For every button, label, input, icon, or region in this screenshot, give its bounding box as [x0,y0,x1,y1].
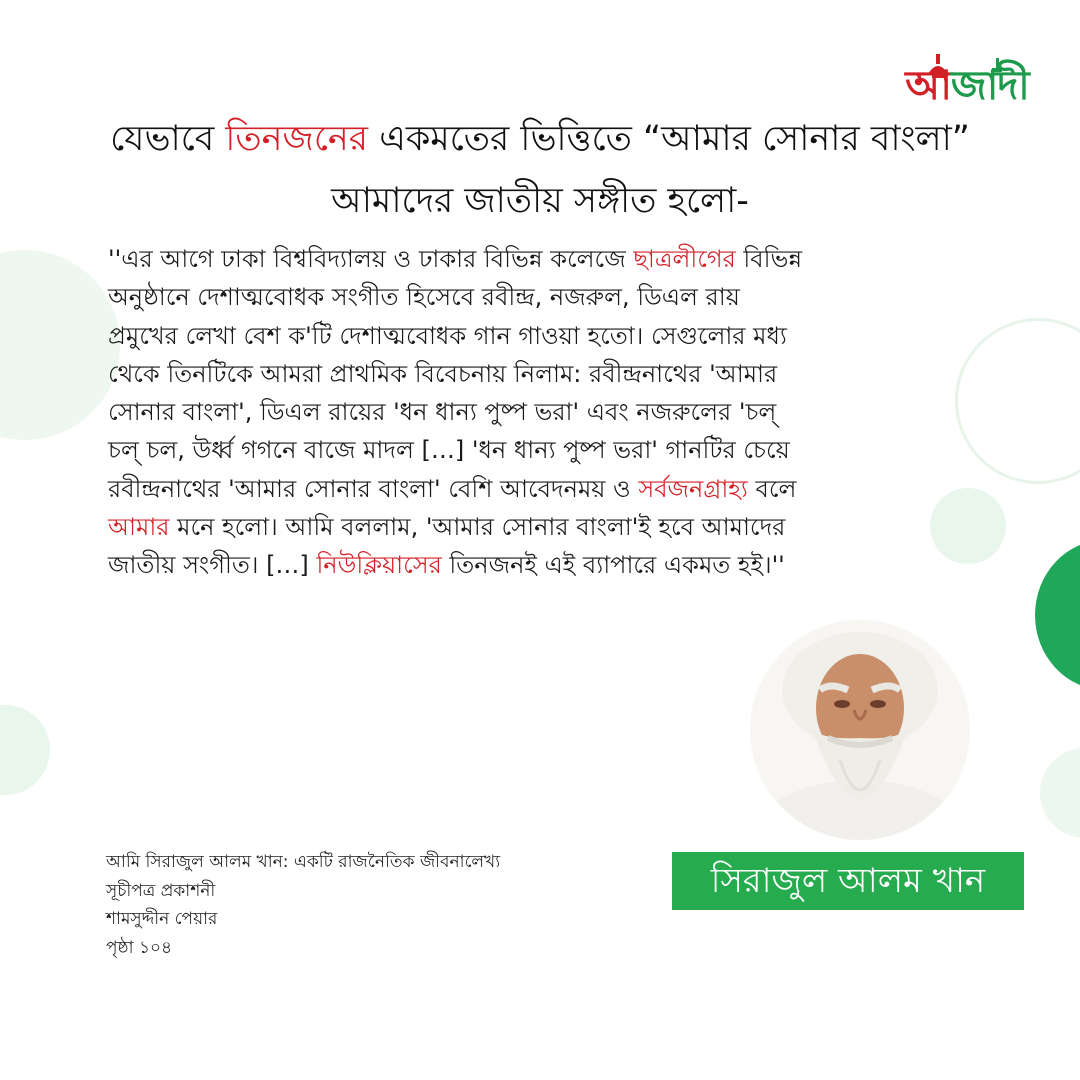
decor-circle-right-small [930,488,1006,564]
quote-highlight-3: আমার [108,513,170,542]
decor-circle-bottom-left [0,705,50,795]
source-author: শামসুদ্দীন পেয়ার [106,909,218,929]
quote-text-2: বিভিন্ন অনুষ্ঠানে দেশাত্মবোধক সংগীত হিসেবে রবীন্দ্র, নজরুল, ডিএল রায় প্রমুখের লেখা বেশ ক'টি দেশাত্মবোধক গান গাওয়া হতো। সেগুলোর মধ্য থেকে তিনটিকে আমরা প্রাথমিক বিবেচনায় নিলাম: রবীন্দ্রনাথের 'আমার সোনার বাংলা', ডিএল রায়ের 'ধন ধান্য পুষ্প ভরা' এবং নজরুলের 'চল্ চল্ চল, উর্ধ্ব গগনে বাজে মাদল […] 'ধন ধান্য পুষ্প ভরা' গানটির চেয়ে রবীন্দ্রনাথের 'আমার সোনার বাংলা' বেশি আবেদনময় ও [108,245,803,503]
logo-text-first: আ [905,63,951,109]
quote-text-4: মনে হলো। আমি বললাম, 'আমার সোনার বাংলা'ই হবে আমাদের জাতীয় সংগীত। […] [108,513,786,580]
quote-body [108,240,808,585]
person-name-banner: সিরাজুল আলম খান [672,852,1024,910]
source-citation [106,848,626,962]
quote-highlight-4: নিউক্লিয়াসের [316,551,442,580]
quote-highlight-1: ছাত্রলীগের [633,245,736,273]
headline-highlight: তিনজনের [225,119,369,159]
portrait-illustration-icon [750,620,970,840]
headline-part-1: যেভাবে [110,119,226,159]
quote-highlight-2: সর্বজনগ্রাহ্য [638,474,748,503]
decor-arc-right-green [1035,540,1080,690]
headline [110,108,970,232]
quote-text-1: ''এর আগে ঢাকা বিশ্ববিদ্যালয় ও ঢাকার বিভিন্ন কলেজে [108,245,634,273]
logo-text [892,62,1042,110]
source-book-title: আমি সিরাজুল আলম খান: একটি রাজনৈতিক জীবনালেখ্য [106,852,501,872]
decor-circle-left [0,250,120,440]
source-publisher: সূচীপত্র প্রকাশনী [106,880,216,901]
source-page: পৃষ্ঠা ১০৪ [106,937,173,958]
person-portrait [750,620,970,840]
decor-circle-right-outline [955,318,1080,484]
quote-text-3: বলে [747,474,797,503]
logo-text-rest: জাদী [950,63,1029,109]
decor-circle-bottom-right [1040,748,1080,838]
headline-part-2: একমতের ভিত্তিতে “আমার সোনার বাংলা” আমাদের জাতীয় সঙ্গীত হলো- [331,119,970,221]
quote-text-5: তিনজনই এই ব্যাপারে একমত হই।'' [441,551,785,580]
